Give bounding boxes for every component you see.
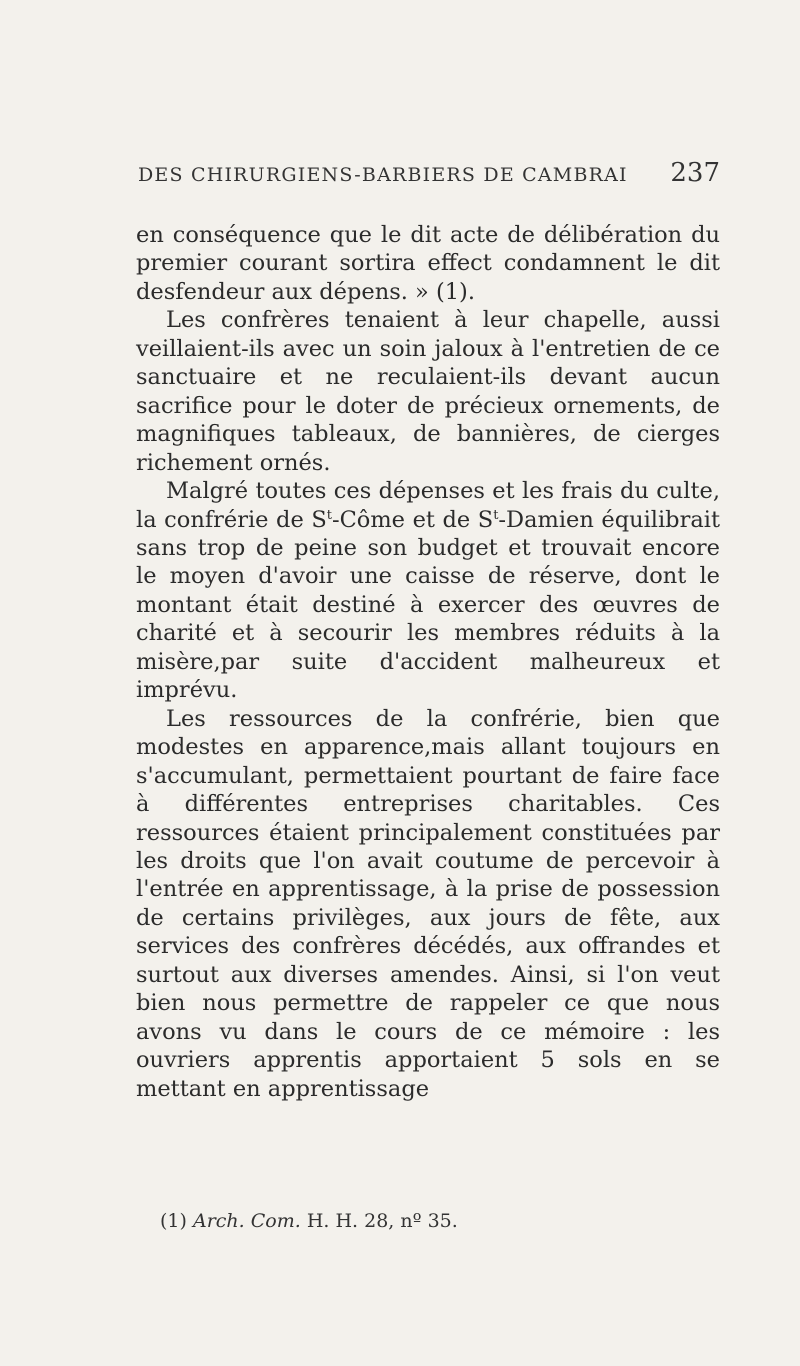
footnote-source: Arch. Com. [192, 1210, 301, 1232]
running-title: DES CHIRURGIENS-BARBIERS DE CAMBRAI [138, 164, 628, 186]
paragraph-3-sup-b: t [493, 507, 499, 523]
paragraph-3-sup-a: t [326, 507, 332, 523]
paragraph-4: Les ressources de la confrérie, bien que modestes en apparence,mais allant toujours en s'accumulant, permettaient pourtant de faire face à différentes entreprises charitables. Ces ressources étaient principalement constituées par les droits que l'on avait coutume de percevoir à l'entrée en apprentissage, à la prise de possession de certains privilèges, aux jours de fête, aux services des confrères décédés, aux offrandes et surtout aux diverses amendes. Ainsi, si l'on veut bien nous permettre de rappeler ce que nous avons vu dans le cours de ce mémoire : les ouvriers apprentis apportaient 5 sols en se mettant en apprentissage [136, 705, 720, 1102]
paragraph-2: Les confrères tenaient à leur chapelle, aussi veillaient-ils avec un soin jaloux à l'entretien de ce sanctuaire et ne reculaient-ils devant aucun sacrifice pour le doter de précieux ornements, de magnifiques tableaux, de bannières, de cierges richement ornés. [136, 307, 720, 476]
page-header [138, 158, 720, 198]
footnote-marker: (1) [160, 1210, 187, 1232]
paragraph-3-part-a: Malgré toutes ces dépenses et les frais du culte, la confrérie de S [136, 478, 720, 533]
paragraph-3 [136, 477, 720, 705]
body-text [136, 221, 720, 1103]
page-number: 237 [670, 158, 720, 188]
paragraph-3-part-c: -Damien équilibrait sans trop de peine son budget et trouvait encore le moyen d'avoir une caisse de réserve, dont le montant était destiné à exercer des œuvres de charité et à secourir les membres réduits à la misère,par suite d'accident malheureux et imprévu. [136, 506, 720, 704]
footnote-reference: H. H. 28, nº 35. [306, 1210, 458, 1232]
paragraph-3-part-b: -Côme et de S [331, 506, 494, 533]
paragraph-1: en conséquence que le dit acte de délibération du premier courant sortira effect condamnent le dit desfendeur aux dépens. » (1). [136, 222, 720, 305]
footnote [160, 1210, 458, 1232]
